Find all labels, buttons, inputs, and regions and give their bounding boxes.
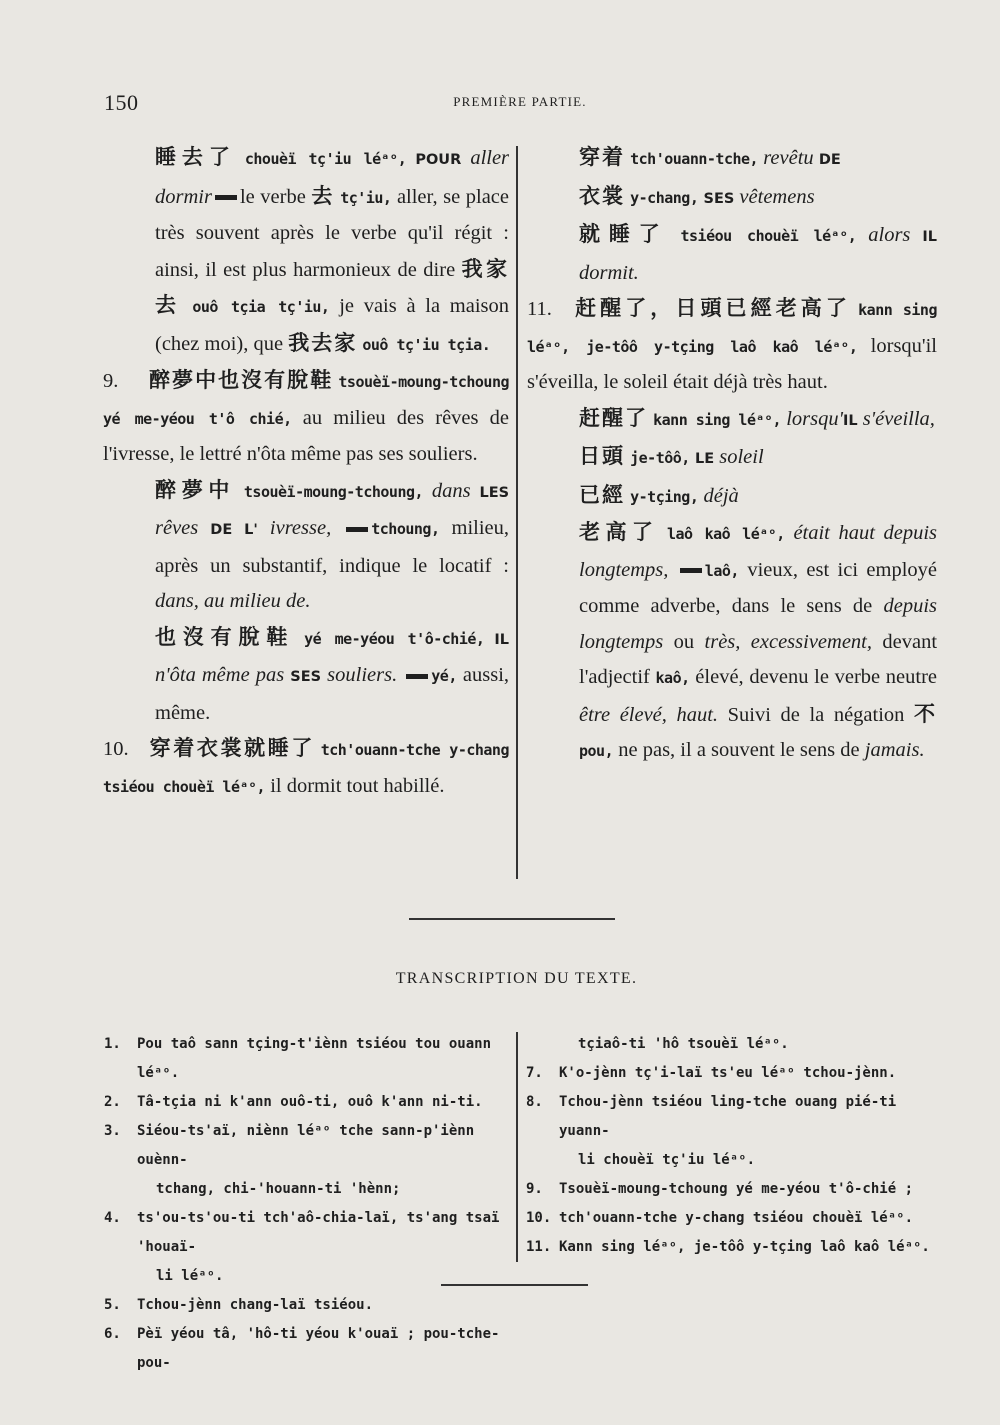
body-text: devant l'adjectif [579,630,938,688]
italic-gloss: aller dormir [155,147,510,208]
italic-gloss: ivresse, [269,517,332,539]
body-text: je vais à la maison (chez moi), que [155,295,509,355]
chinese-text: 睡去了 [155,145,236,169]
transcription-number: 5. [104,1297,121,1313]
romanization: kaô, [655,669,690,687]
transcription-left-column [104,1030,514,1378]
chinese-text: 醉夢中 [155,477,236,502]
entry-11-gloss-d [527,515,937,770]
transcription-item [104,1291,514,1320]
italic-gloss: déjà [703,484,739,507]
section-rule-bottom [441,1284,588,1286]
body-text: ou [673,630,695,653]
transcription-right-column [526,1030,946,1262]
section-rule-top [409,918,615,920]
transcription-text: Siéou-ts'aï, niènn léᵃᵒ tche sann-p'iènn ouènn- [137,1123,475,1168]
entry-9-gloss-a [103,473,509,620]
romanization: tsouèï-moung-tchoung, [243,482,424,501]
small-caps: DE [818,152,841,168]
chinese-text: 醉夢中也沒有脫鞋 [149,368,334,392]
transcription-number: 6. [104,1326,121,1342]
chinese-text: 我家去 [155,256,510,317]
small-caps: LES [479,484,510,501]
romanization: yé me-yéou t'ô-chié, [304,629,485,648]
transcription-number: 9. [526,1181,543,1197]
entry-9 [103,363,509,473]
transcription-text: K'o-jènn tç'i-laï ts'eu léᵃᵒ tchou-jènn. [559,1065,897,1081]
romanization: ouô tçia tç'iu, [192,298,330,316]
transcription-text: ts'ou-ts'ou-ti tch'aô-chia-laï, ts'ang tsaï 'houaï- [137,1210,500,1255]
transcription-text: Kann sing léᵃᵒ, je-tôô y-tçing laô kaô léᵃᵒ. [559,1239,930,1255]
entry-11 [527,291,937,401]
romanization: yé, [431,667,457,685]
left-column [103,140,509,805]
transcription-text: tch'ouann-tche y-chang tsiéou chouèï léᵃᵒ. [559,1210,914,1226]
romanization: tsiéou chouèï léᵃᵒ, [680,227,857,245]
right-column [527,140,937,770]
romanization: laô kaô léᵃᵒ, [667,525,785,543]
romanization: chouèï tç'iu léᵃᵒ, [244,150,407,168]
transcription-item [526,1059,946,1088]
romanization: tch'ouann-tche, [630,150,759,168]
entry-10-gloss-c [527,217,937,291]
transcription-item [526,1233,946,1262]
italic-gloss: être élevé, haut. [579,703,719,726]
transcription-item [526,1175,946,1204]
transcription-item [104,1204,514,1262]
transcription-number: 10. [526,1210,552,1226]
body-text: lorsqu'il s'éveilla, le soleil était déjà très haut. [527,334,938,393]
romanization: pou, [579,742,614,760]
entry-number: 9. [103,370,119,392]
transcription-item [526,1088,946,1146]
body-text: aussi, même. [155,664,510,724]
romanization: tç'iu, [340,188,392,207]
body-text: ne pas, il a souvent le sens de [618,739,860,761]
small-caps: SES [290,669,322,685]
chinese-text: 已經 [579,482,625,507]
running-head: PREMIÈRE PARTIE. [453,94,587,109]
transcription-number: 3. [104,1123,121,1139]
chinese-text: 穿着衣裳就睡了 [149,736,315,760]
small-caps: IL [494,631,510,648]
entry-10-gloss-b [527,179,937,218]
entry-11-gloss-b [527,439,937,478]
small-caps: IL [843,412,858,429]
romanization: tch'ouann-tche y-chang tsiéou chouèï léᵃᵒ, [103,741,509,796]
transcription-number: 7. [526,1065,543,1081]
italic-gloss: rêves [155,517,199,539]
entry-number: 10. [103,738,129,760]
romanization: ouô tç'iu tçia. [362,335,491,354]
transcription-text: Tchou-jènn tsiéou ling-tche ouang pié-ti yuann- [559,1094,897,1139]
transcription-continuation: tçiaô-ti 'hô tsouèï léᵃᵒ. [578,1036,789,1052]
small-caps: SES [703,190,735,207]
transcription-number: 2. [104,1094,121,1110]
chinese-text: 不 [914,701,938,726]
transcription-continuation: li chouèï tç'iu léᵃᵒ. [578,1152,756,1168]
transcription-item [104,1088,514,1117]
entry-8-continuation [103,140,509,363]
entry-9-gloss-b [103,620,509,732]
body-text: il dormit tout habillé. [270,774,445,797]
italic-gloss: n'ôta même pas [155,664,285,686]
romanization: tchoung, [371,520,440,538]
body-text: Suivi de la négation [727,703,905,726]
dash-separator [680,568,702,573]
entry-10-gloss-a [527,140,937,179]
transcription-number: 4. [104,1210,121,1226]
romanization: kann sing léᵃᵒ, [653,410,782,429]
italic-gloss: revêtu [763,147,814,169]
transcription-text: Tâ-tçia ni k'ann ouô-ti, ouô k'ann ni-ti. [137,1094,483,1110]
romanization: kann sing léᵃᵒ, je-tôô y-tçing laô kaô léᵃᵒ, [527,301,937,356]
chinese-text: 赶醒了 [579,405,648,430]
small-caps: POUR [415,152,462,168]
chinese-text: 衣裳 [579,183,625,208]
italic-gloss: dans [431,479,471,502]
dash-separator [215,195,237,200]
chinese-text: 也沒有脫鞋 [155,624,295,649]
chinese-text: 就睡了 [579,222,669,246]
entry-number: 11. [527,298,552,320]
chinese-text: 赶醒了，日頭已經老高了 [573,296,851,320]
transcription-item [104,1320,514,1378]
column-divider [516,146,518,879]
small-caps: LE [694,451,715,467]
transcription-continuation: li léᵃᵒ. [156,1268,224,1284]
body-text: milieu, après un substantif, indique le locatif : [155,517,510,577]
chinese-text: 穿着 [579,145,625,169]
body-text: vieux, est ici employé comme adverbe, dans le sens de [579,558,937,617]
transcription-text: Pou taô sann tçing-t'iènn tsiéou tou ouann léᵃᵒ. [137,1036,492,1081]
transcription-continuation: tchang, chi-'houann-ti 'hènn; [156,1181,401,1197]
transcription-item [104,1030,514,1088]
chinese-text: 老高了 [579,520,659,544]
italic-gloss: souliers. [327,664,398,686]
italic-gloss: soleil [719,446,764,468]
italic-gloss: très, excessivement, [704,630,872,653]
small-caps: IL [922,229,938,245]
romanization: tsouèï-moung-tchoung yé me-yéou t'ô chié, [103,373,510,428]
transcription-item [104,1117,514,1175]
body-text: aller, se place très souvent après le verbe qu'il régit : ainsi, il est plus harmonieux de dire [155,185,510,281]
chinese-text: 我去家 [288,330,358,355]
romanization: je-tôô, [630,449,690,467]
romanization: y-chang, [630,188,699,207]
transcription-text: Tsouèï-moung-tchoung yé me-yéou t'ô-chié ; [559,1181,914,1197]
dash-separator [346,527,368,532]
transcription-number: 8. [526,1094,543,1110]
romanization: laô, [704,561,739,580]
italic-gloss: lorsqu' [786,407,844,430]
entry-10 [103,731,509,805]
romanization: y-tçing, [630,487,699,506]
italic-gloss: alors [868,224,911,246]
italic-gloss: vêtemens [739,185,815,208]
dash-separator [406,674,428,679]
entry-11-gloss-a [527,401,937,440]
transcription-number: 11. [526,1239,552,1255]
italic-gloss: était haut depuis longtemps, [579,522,938,581]
chinese-text: 去 [311,183,335,208]
entry-11-gloss-c [527,478,937,516]
transcription-item [526,1204,946,1233]
body-text: élevé, devenu le verbe neutre [695,666,938,688]
transcription-column-divider [516,1032,518,1262]
body-text: au milieu des rêves de l'ivresse, le lettré n'ôta même pas ses souliers. [103,406,509,465]
page-number: 150 [104,90,139,115]
italic-gloss: depuis longtemps [579,595,937,653]
italic-gloss: dormit. [579,261,639,284]
transcription-heading: TRANSCRIPTION DU TEXTE. [395,970,638,987]
italic-gloss: s'éveilla, [862,407,935,430]
small-caps: DE L' [210,522,258,538]
transcription-text: Tchou-jènn chang-laï tsiéou. [137,1297,374,1313]
italic-gloss: jamais. [864,739,925,761]
transcription-number: 1. [104,1036,121,1052]
chinese-text: 日頭 [579,444,625,468]
italic-gloss: dans, au milieu de. [155,590,311,612]
body-text: le verbe [239,185,306,208]
transcription-text: Pèï yéou tâ, 'hô-ti yéou k'ouaï ; pou-tche-pou- [137,1326,500,1371]
